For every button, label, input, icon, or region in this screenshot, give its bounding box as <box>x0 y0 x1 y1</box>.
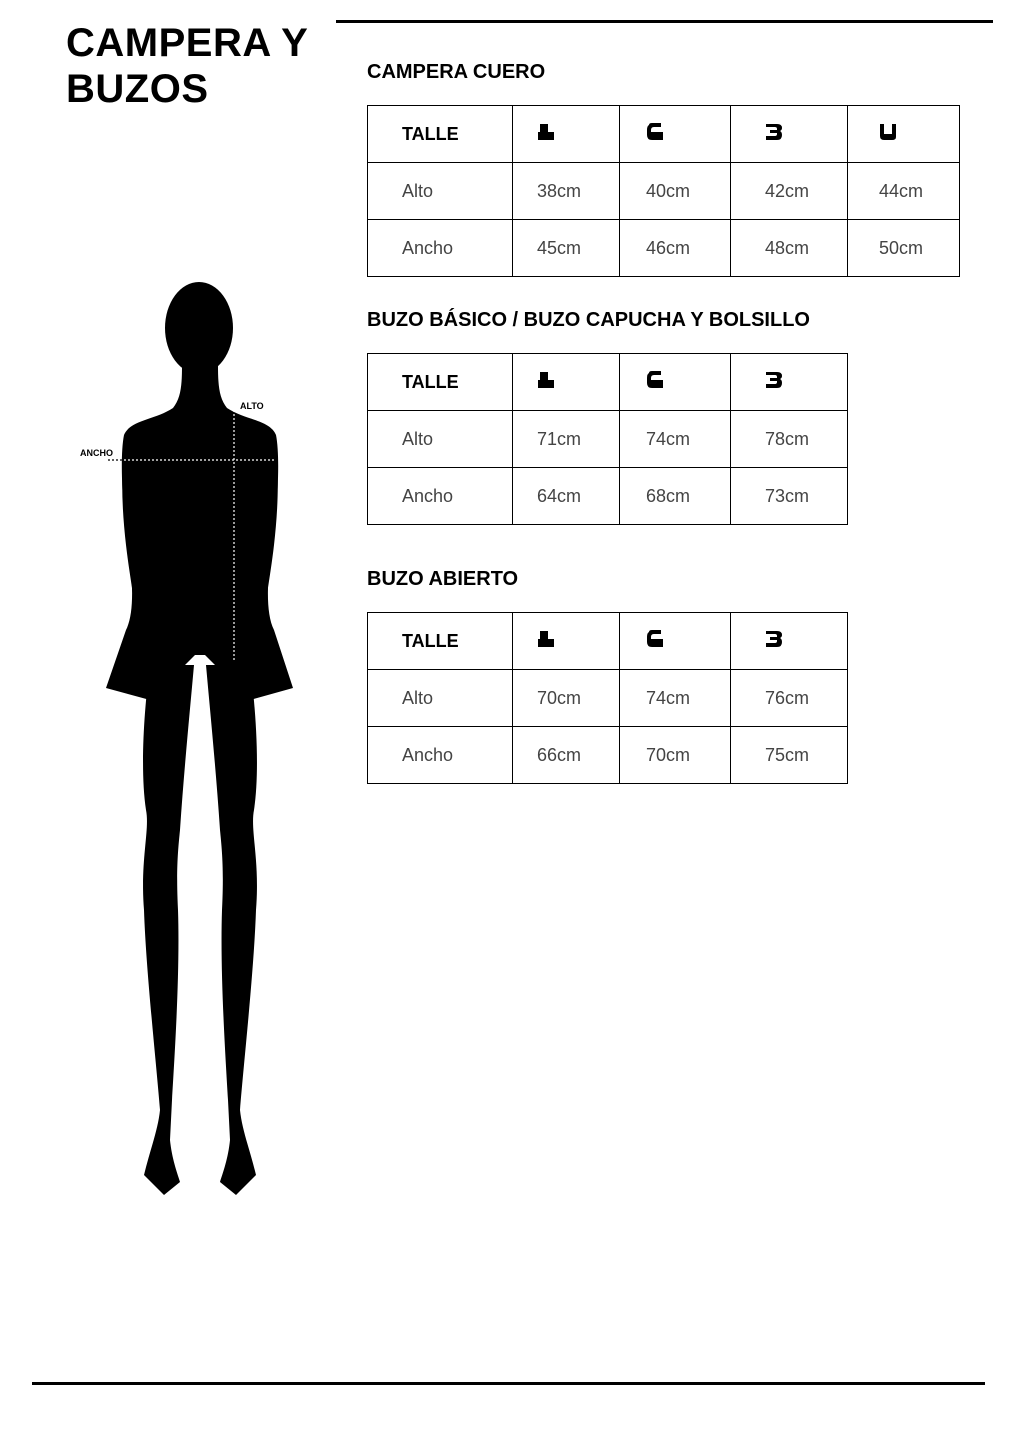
row-label-alto: Alto <box>368 670 513 727</box>
table-cell: 73cm <box>731 468 848 525</box>
size-3-header <box>731 613 848 670</box>
size-1-header <box>513 106 620 163</box>
size-3-icon <box>765 122 783 141</box>
row-label-ancho: Ancho <box>368 468 513 525</box>
table-header-row <box>368 354 848 411</box>
section-title: BUZO BÁSICO / BUZO CAPUCHA Y BOLSILLO <box>367 309 810 331</box>
table-cell: 70cm <box>513 670 620 727</box>
table-cell: 71cm <box>513 411 620 468</box>
table-cell: 42cm <box>731 163 848 220</box>
table-cell: 48cm <box>731 220 848 277</box>
silhouette-icon <box>60 270 320 1210</box>
row-label-alto: Alto <box>368 411 513 468</box>
buzo-basico-section <box>367 308 848 525</box>
body-silhouette-figure <box>60 270 320 1210</box>
table-header-row <box>368 613 848 670</box>
size-1-icon <box>537 122 555 141</box>
size-2-icon <box>646 370 664 389</box>
size-3-header <box>731 106 848 163</box>
talle-header: TALLE <box>368 106 513 163</box>
size-4-icon <box>879 122 897 141</box>
size-3-icon <box>765 370 783 389</box>
table-cell: 64cm <box>513 468 620 525</box>
ancho-label: ANCHO <box>80 448 113 458</box>
buzo-basico-table <box>367 353 848 525</box>
size-1-icon <box>537 370 555 389</box>
buzo-abierto-table <box>367 612 848 784</box>
table-row <box>368 220 960 277</box>
table-cell: 46cm <box>620 220 731 277</box>
size-2-icon <box>646 122 664 141</box>
section-title: BUZO ABIERTO <box>367 568 519 590</box>
table-cell: 74cm <box>620 411 731 468</box>
size-2-icon <box>646 629 664 648</box>
size-2-header <box>620 613 731 670</box>
table-cell: 66cm <box>513 727 620 784</box>
table-cell: 44cm <box>848 163 960 220</box>
size-1-header <box>513 354 620 411</box>
table-cell: 78cm <box>731 411 848 468</box>
size-3-header <box>731 354 848 411</box>
section-title: CAMPERA CUERO <box>367 61 546 83</box>
top-rule <box>336 20 993 23</box>
page-title-line2: BUZOS <box>66 67 209 111</box>
size-2-header <box>620 106 731 163</box>
row-label-ancho: Ancho <box>368 220 513 277</box>
size-2-header <box>620 354 731 411</box>
alto-label: ALTO <box>240 401 264 411</box>
row-label-alto: Alto <box>368 163 513 220</box>
talle-header: TALLE <box>368 613 513 670</box>
talle-header: TALLE <box>368 354 513 411</box>
size-1-icon <box>537 629 555 648</box>
table-cell: 45cm <box>513 220 620 277</box>
row-label-ancho: Ancho <box>368 727 513 784</box>
table-cell: 38cm <box>513 163 620 220</box>
buzo-abierto-section <box>367 567 848 784</box>
page-title <box>66 20 308 112</box>
table-cell: 68cm <box>620 468 731 525</box>
size-1-header <box>513 613 620 670</box>
campera-cuero-table <box>367 105 960 277</box>
table-row <box>368 468 848 525</box>
table-row <box>368 670 848 727</box>
bottom-rule <box>32 1382 985 1385</box>
table-cell: 76cm <box>731 670 848 727</box>
size-4-header <box>848 106 960 163</box>
table-row <box>368 163 960 220</box>
campera-cuero-section <box>367 60 960 277</box>
table-cell: 70cm <box>620 727 731 784</box>
table-cell: 75cm <box>731 727 848 784</box>
table-cell: 50cm <box>848 220 960 277</box>
size-3-icon <box>765 629 783 648</box>
table-cell: 74cm <box>620 670 731 727</box>
table-row <box>368 727 848 784</box>
table-row <box>368 411 848 468</box>
page-title-line1: CAMPERA Y <box>66 21 309 65</box>
table-cell: 40cm <box>620 163 731 220</box>
table-header-row <box>368 106 960 163</box>
